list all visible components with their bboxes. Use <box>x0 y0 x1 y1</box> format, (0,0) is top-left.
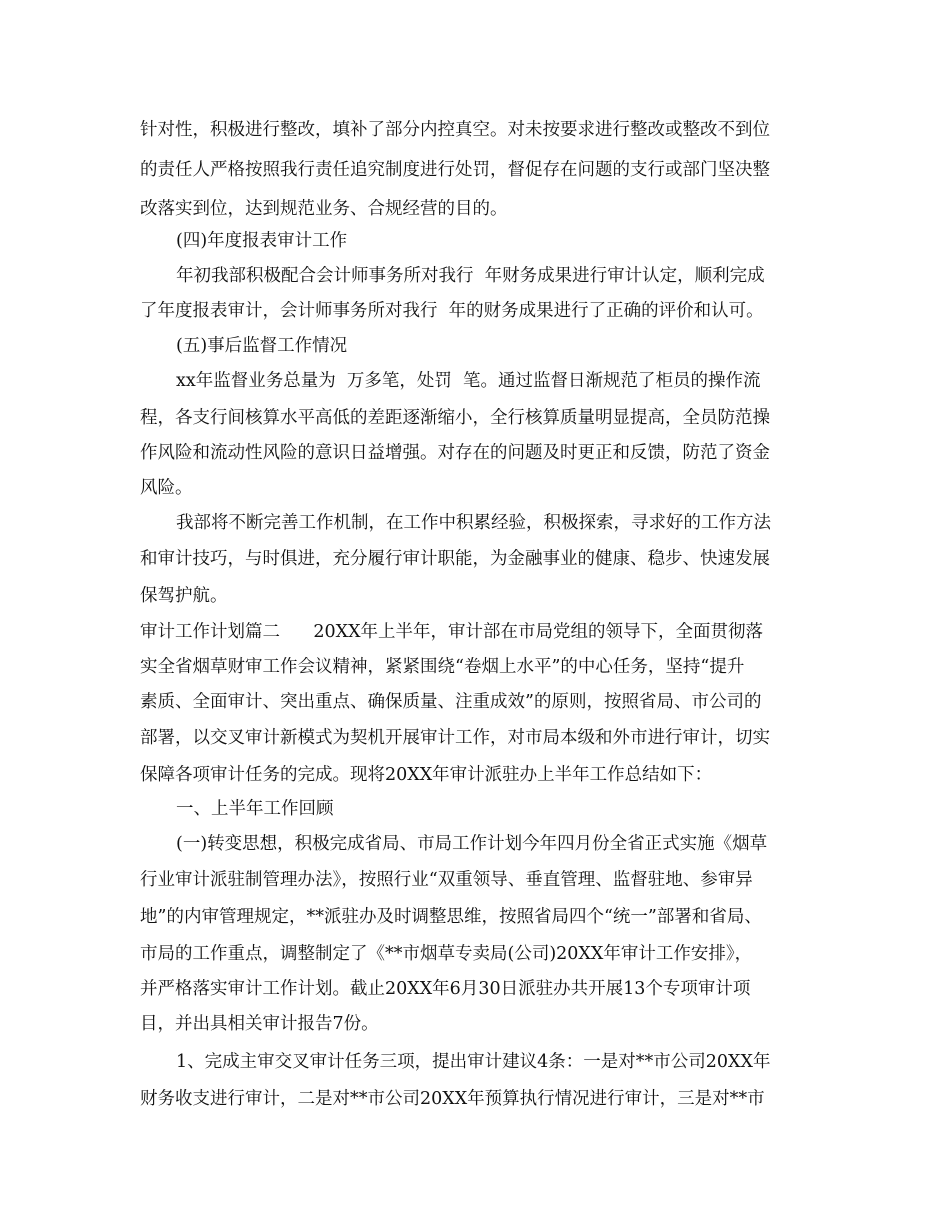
text-line: 1、完成主审交叉审计任务三项，提出审计建议4条：一是对**市公司20XX年 <box>176 1052 771 1072</box>
section-heading: (五)事后监督工作情况 <box>176 336 348 356</box>
text-line: 素质、全面审计、突出重点、确保质量、注重成效”的原则，按照省局、市公司的 <box>140 692 762 712</box>
text-line: 和审计技巧，与时俱进，充分履行审计职能，为金融事业的健康、稳步、快速发展 <box>140 549 770 569</box>
text-line: 地”的内审管理规定，**派驻办及时调整思维，按照省局四个“统一”部署和省局、 <box>140 907 762 927</box>
text-line: 我部将不断完善工作机制，在工作中积累经验，积极探索，寻求好的工作方法 <box>176 513 771 533</box>
text-line: 风险。 <box>140 478 193 498</box>
text-line: 市局的工作重点，调整制定了《**市烟草专卖局(公司)20XX年审计工作安排》， <box>140 944 753 964</box>
text-line: 财务收支进行审计，二是对**市公司20XX年预算执行情况进行审计，三是对**市 <box>140 1089 765 1109</box>
text-line: 保驾护航。 <box>140 586 228 606</box>
text-line: 审计工作计划篇二 20XX年上半年，审计部在市局党组的领导下，全面贯彻落 <box>140 622 764 642</box>
text-line: 作风险和流动性风险的意识日益增强。对存在的问题及时更正和反馈，防范了资金 <box>140 443 770 463</box>
text-line: 目，并出具相关审计报告7份。 <box>140 1014 379 1034</box>
text-line: 的责任人严格按照我行责任追究制度进行处罚，督促存在问题的支行或部门坚决整 <box>140 160 770 180</box>
text-line: 年初我部积极配合会计师事务所对我行 年财务成果进行审计认定，顺利完成 <box>176 266 765 286</box>
text-line: 针对性，积极进行整改，填补了部分内控真空。对未按要求进行整改或整改不到位 <box>140 120 770 140</box>
text-line: 实全省烟草财审工作会议精神，紧紧围绕“卷烟上水平”的中心任务，坚持“提升 <box>140 657 745 677</box>
text-line: 改落实到位，达到规范业务、合规经营的目的。 <box>140 199 508 219</box>
text-line: 并严格落实审计工作计划。截止20XX年6月30日派驻办共开展13个专项审计项 <box>140 979 751 999</box>
text-line: 程，各支行间核算水平高低的差距逐渐缩小，全行核算质量明显提高，全员防范操 <box>140 408 770 428</box>
text-line: xx年监督业务总量为 万多笔，处罚 笔。通过监督日渐规范了柜员的操作流 <box>176 371 761 391</box>
section-heading: (四)年度报表审计工作 <box>176 231 348 251</box>
text-line: 保障各项审计任务的完成。现将20XX年审计派驻办上半年工作总结如下： <box>140 765 713 785</box>
text-line: 部署，以交叉审计新模式为契机开展审计工作，对市局本级和外市进行审计，切实 <box>140 728 770 748</box>
text-line: 行业审计派驻制管理办法》，按照行业“双重领导、垂直管理、监督驻地、参审异 <box>140 870 753 890</box>
text-line: (一)转变思想，积极完成省局、市局工作计划今年四月份全省正式实施《烟草 <box>176 834 768 854</box>
text-line: 了年度报表审计，会计师事务所对我行 年的财务成果进行了正确的评价和认可。 <box>140 301 764 321</box>
section-heading: 一、上半年工作回顾 <box>176 799 334 819</box>
